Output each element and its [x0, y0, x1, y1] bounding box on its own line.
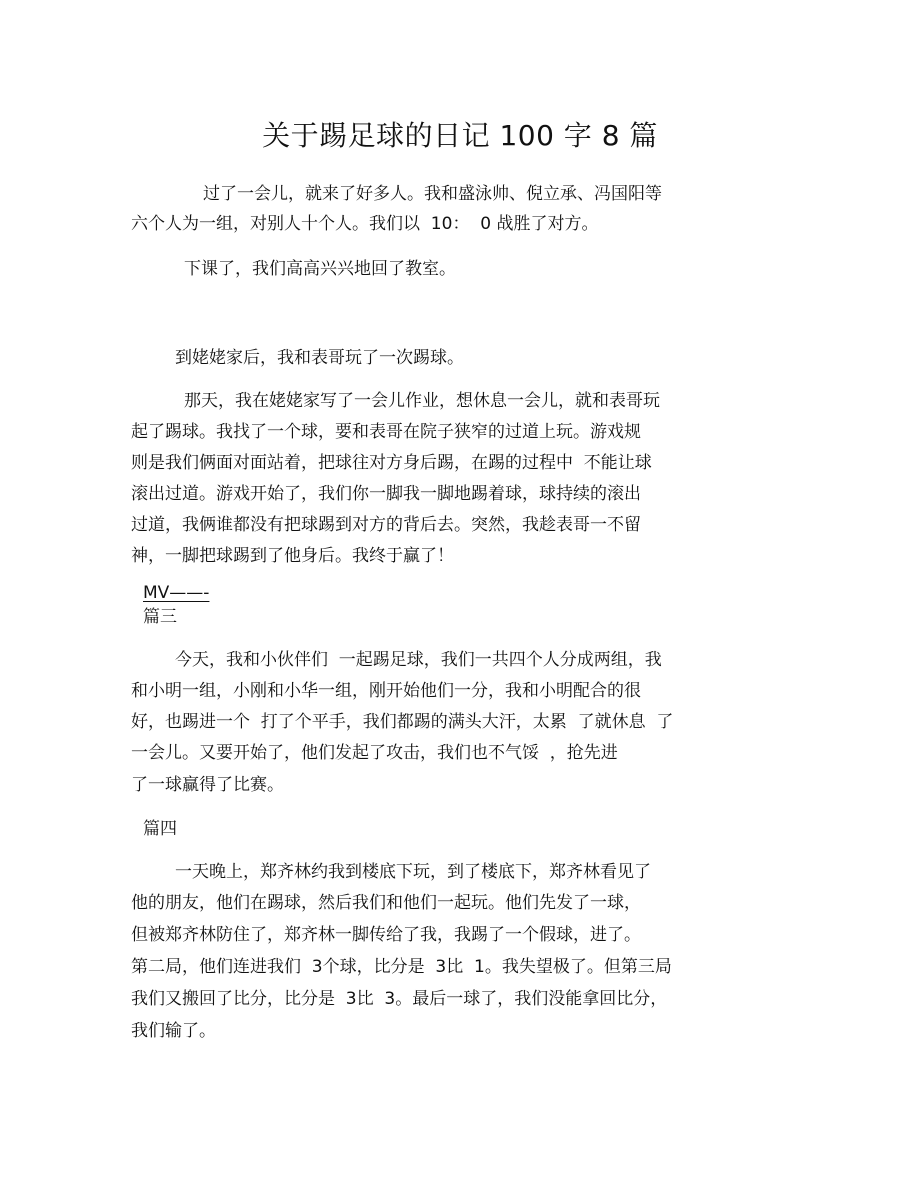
- paragraph-line: 但被郑齐林防住了，郑齐林一脚传给了我，我踢了一个假球，进了。: [131, 925, 641, 945]
- paragraph-line: 那天，我在姥姥家写了一会儿作业，想休息一会儿，就和表哥玩: [184, 391, 660, 411]
- paragraph-line: 到姥姥家后，我和表哥玩了一次踢球。: [175, 348, 464, 368]
- mv-mark: MV——-: [143, 583, 210, 603]
- paragraph-line: 过道，我俩谁都没有把球踢到对方的背后去。突然，我趁表哥一不留: [131, 515, 641, 535]
- section-heading: 篇三: [143, 607, 177, 627]
- paragraph-line: 一天晚上，郑齐林约我到楼底下玩，到了楼底下，郑齐林看见了: [175, 862, 651, 882]
- paragraph-line: 第二局，他们连进我们 3个球，比分是 3比 1。我失望极了。但第三局: [131, 957, 672, 977]
- paragraph-line: 今天，我和小伙伴们 一起踢足球，我们一共四个人分成两组，我: [175, 650, 662, 670]
- paragraph-line: 六个人为一组，对别人十个人。我们以 10： 0 战胜了对方。: [131, 214, 599, 234]
- paragraph-line: 一会儿。又要开始了，他们发起了攻击，我们也不气馁 ，抢先进: [131, 743, 618, 763]
- page-title: 关于踢足球的日记 100 字 8 篇: [262, 119, 658, 152]
- paragraph-line: 下课了，我们高高兴兴地回了教室。: [184, 259, 456, 279]
- paragraph-line: 滚出过道。游戏开始了，我们你一脚我一脚地踢着球，球持续的滚出: [131, 484, 641, 504]
- paragraph-line: 则是我们俩面对面站着，把球往对方身后踢，在踢的过程中 不能让球: [131, 453, 652, 473]
- paragraph-line: 他的朋友，他们在踢球，然后我们和他们一起玩。他们先发了一球，: [131, 893, 641, 913]
- paragraph-line: 我们输了。: [131, 1021, 216, 1041]
- paragraph-line: 起了踢球。我找了一个球，要和表哥在院子狭窄的过道上玩。游戏规: [131, 422, 641, 442]
- paragraph-line: 好，也踢进一个 打了个平手，我们都踢的满头大汗，太累 了就休息 了: [131, 712, 674, 732]
- paragraph-line: 和小明一组，小刚和小华一组，刚开始他们一分，我和小明配合的很: [131, 681, 641, 701]
- section-heading: 篇四: [143, 819, 177, 839]
- paragraph-line: 了一球赢得了比赛。: [131, 775, 284, 795]
- paragraph-line: 我们又搬回了比分，比分是 3比 3。最后一球了，我们没能拿回比分，: [131, 989, 668, 1009]
- paragraph-line: 神，一脚把球踢到了他身后。我终于赢了！: [131, 546, 454, 566]
- paragraph-line: 过了一会儿，就来了好多人。我和盛泳帅、倪立承、冯国阳等: [203, 184, 662, 204]
